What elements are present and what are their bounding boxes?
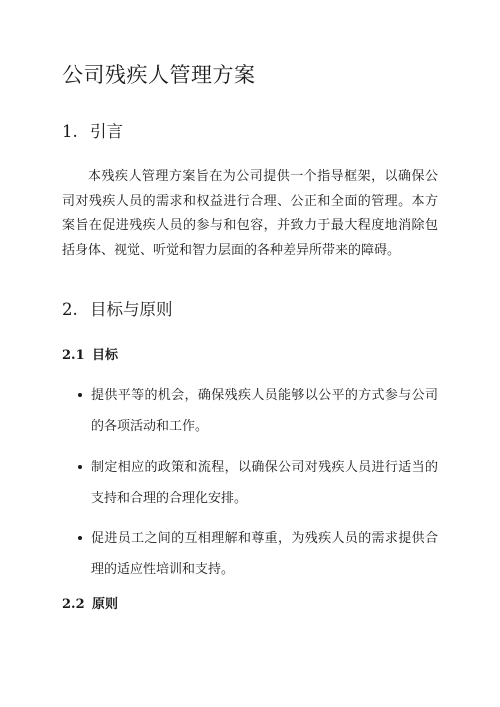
list-item-text: 提供平等的机会，确保残疾人员能够以公平的方式参与公司的各项活动和工作。 bbox=[91, 388, 438, 434]
list-item bbox=[62, 380, 438, 442]
section-heading-goals-principles bbox=[62, 298, 173, 322]
section-number: 1. bbox=[62, 122, 78, 141]
subsection-number: 2.2 bbox=[62, 597, 85, 612]
subsection-title: 目标 bbox=[92, 348, 119, 363]
list-item bbox=[62, 523, 438, 585]
document-title: 公司残疾人管理方案 bbox=[62, 63, 256, 87]
introduction-paragraph: 本残疾人管理方案旨在为公司提供一个指导框架，以确保公司对残疾人员的需求和权益进行合理、公正和全面的管理。本方案旨在促进残疾人员的参与和包容，并致力于最大程度地消除包括身体、视觉、听觉和智力层面的各种差异所带来的障碍。 bbox=[62, 169, 438, 258]
section-title: 引言 bbox=[90, 122, 123, 141]
section-number: 2. bbox=[62, 300, 78, 319]
bullet-dot-icon bbox=[78, 393, 82, 397]
list-item-text: 促进员工之间的互相理解和尊重，为残疾人员的需求提供合理的适应性培训和支持。 bbox=[91, 531, 438, 577]
section-heading-introduction bbox=[62, 120, 123, 144]
list-item-text: 制定相应的政策和流程，以确保公司对残疾人员进行适当的支持和合理的合理化安排。 bbox=[91, 460, 438, 506]
subsection-number: 2.1 bbox=[62, 348, 85, 363]
list-item bbox=[62, 452, 438, 514]
bullet-dot-icon bbox=[78, 465, 82, 469]
section-title: 目标与原则 bbox=[90, 300, 173, 319]
bullet-dot-icon bbox=[78, 536, 82, 540]
subsection-heading-goals bbox=[62, 346, 118, 366]
subsection-title: 原则 bbox=[92, 597, 119, 612]
subsection-heading-principles bbox=[62, 595, 118, 615]
